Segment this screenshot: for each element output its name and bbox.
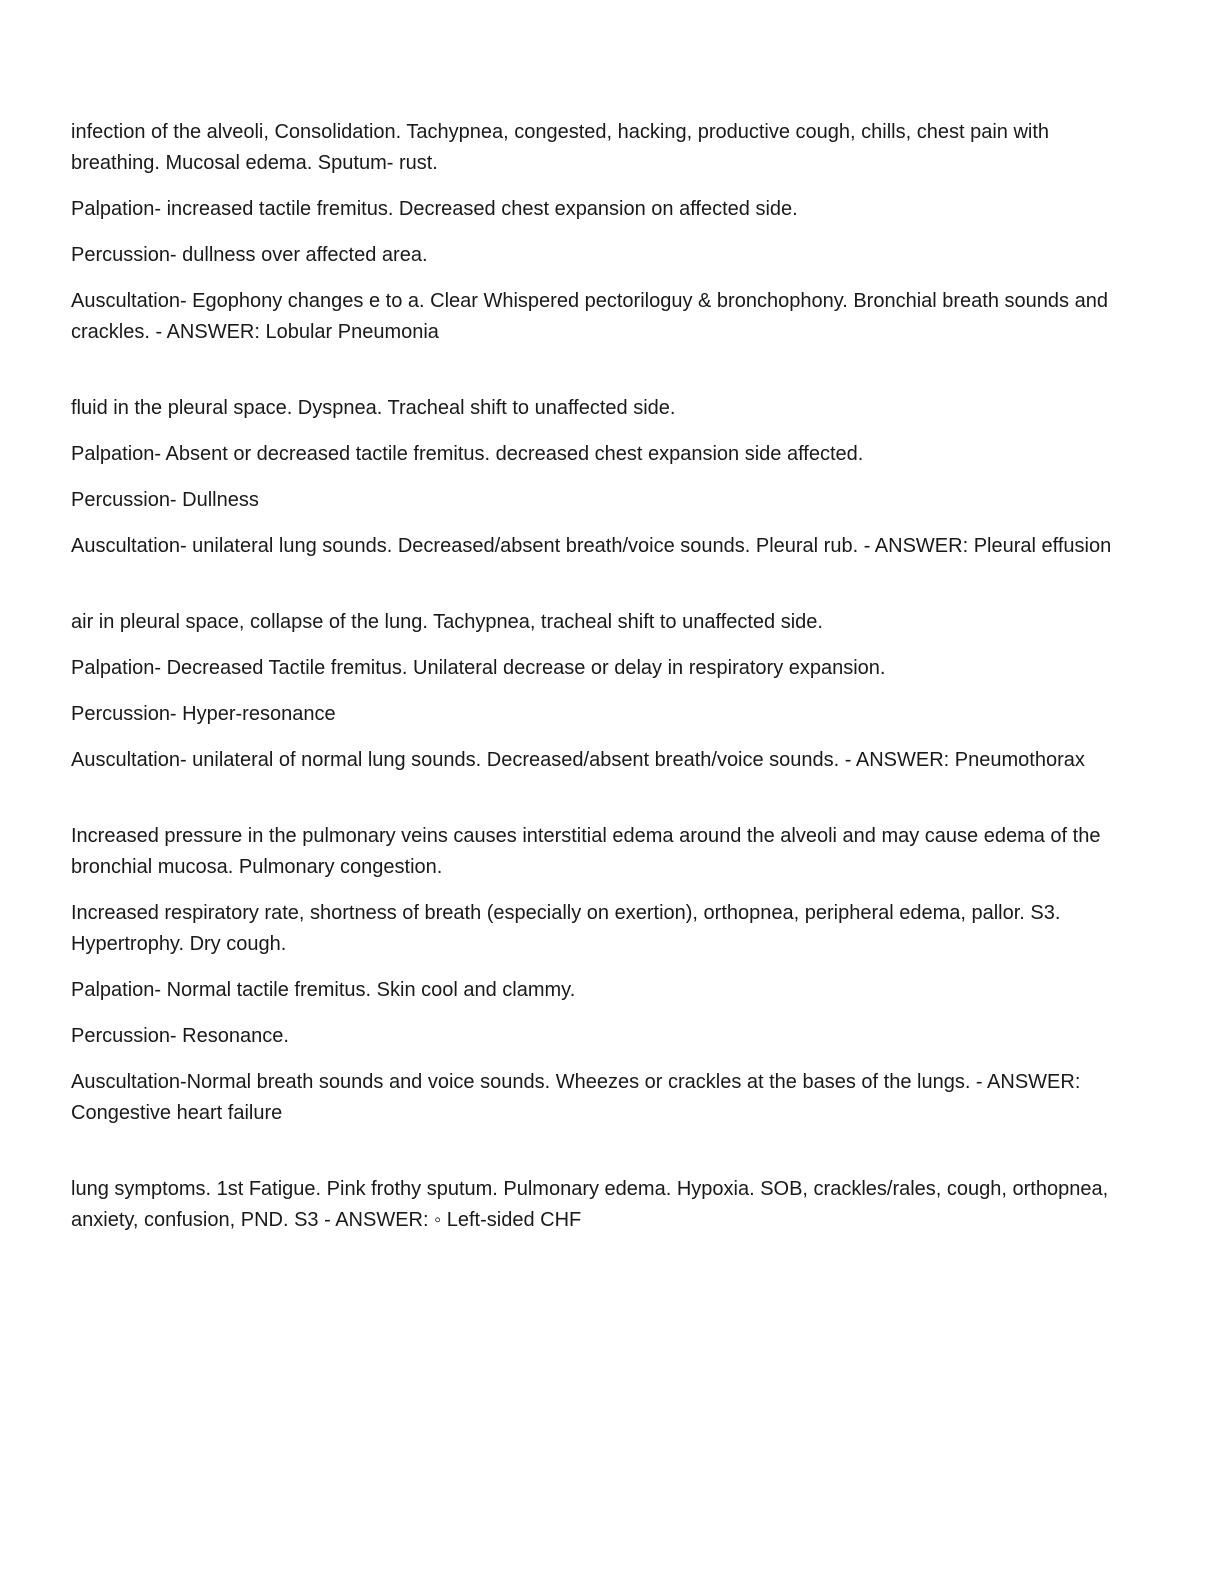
card-line: fluid in the pleural space. Dyspnea. Tracheal shift to unaffected side.	[71, 397, 676, 419]
card-line: Palpation- increased tactile fremitus. Decreased chest expansion on affected side.	[71, 198, 798, 220]
card-line: Auscultation- unilateral of normal lung sounds. Decreased/absent breath/voice sounds. - ANSWER: Pneumothorax	[71, 749, 1085, 771]
flashcard-pneumothorax	[71, 607, 1141, 776]
flashcard-lobular-pneumonia	[71, 117, 1141, 348]
flashcard-congestive-heart-failure	[71, 821, 1141, 1129]
card-line: Palpation- Normal tactile fremitus. Skin cool and clammy.	[71, 979, 576, 1001]
card-line: Palpation- Absent or decreased tactile fremitus. decreased chest expansion side affected.	[71, 443, 864, 465]
card-line: air in pleural space, collapse of the lung. Tachypnea, tracheal shift to unaffected side.	[71, 611, 823, 633]
card-line: infection of the alveoli, Consolidation. Tachypnea, congested, hacking, productive cough, chills, chest pain with breathing. Mucosal edema. Sputum- rust.	[71, 121, 1050, 174]
card-line: Percussion- Resonance.	[71, 1025, 289, 1047]
card-line: lung symptoms. 1st Fatigue. Pink frothy sputum. Pulmonary edema. Hypoxia. SOB, crackles/rales, cough, orthopnea, anxiety, confusion, PND. S3 - ANSWER: ◦ Left-sided CHF	[71, 1178, 1109, 1231]
card-line: Auscultation- Egophony changes e to a. Clear Whispered pectoriloguy & bronchophony. Bronchial breath sounds and crackles. - ANSWER: Lobular Pneumonia	[71, 290, 1108, 343]
card-line: Increased pressure in the pulmonary veins causes interstitial edema around the alveoli and may cause edema of the bronchial mucosa. Pulmonary congestion.	[71, 825, 1101, 878]
flashcard-pleural-effusion	[71, 393, 1141, 562]
flashcard-left-sided-chf	[71, 1174, 1141, 1236]
card-line: Auscultation-Normal breath sounds and voice sounds. Wheezes or crackles at the bases of the lungs. - ANSWER: Congestive heart failure	[71, 1071, 1081, 1124]
card-line: Percussion- Hyper-resonance	[71, 703, 336, 725]
card-line: Percussion- Dullness	[71, 489, 259, 511]
card-line: Palpation- Decreased Tactile fremitus. Unilateral decrease or delay in respiratory expansion.	[71, 657, 886, 679]
card-line: Auscultation- unilateral lung sounds. Decreased/absent breath/voice sounds. Pleural rub. - ANSWER: Pleural effusion	[71, 535, 1112, 557]
card-line: Increased respiratory rate, shortness of breath (especially on exertion), orthopnea, peripheral edema, pallor. S3. Hypertrophy. Dry cough.	[71, 902, 1061, 955]
card-line: Percussion- dullness over affected area.	[71, 244, 428, 266]
document-page	[71, 117, 1141, 1251]
